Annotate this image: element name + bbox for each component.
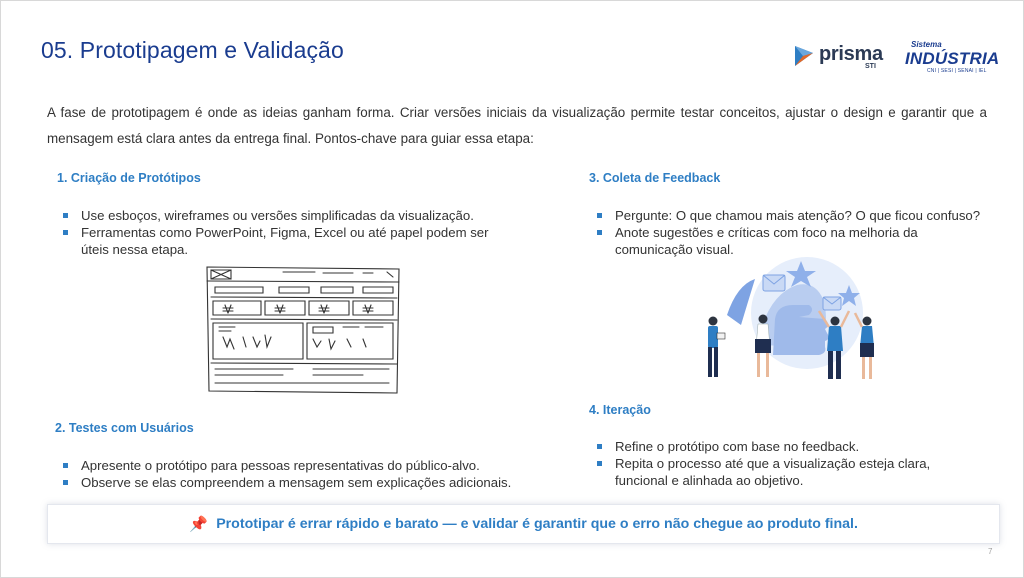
section-heading-criacao: 1. Criação de Protótipos bbox=[57, 171, 201, 185]
bullet-list-testes bbox=[55, 457, 535, 491]
bullet-item: Use esboços, wireframes ou versões simplificadas da visualização. bbox=[55, 207, 515, 224]
bullet-list-feedback bbox=[589, 207, 999, 258]
industria-wordmark: INDÚSTRIA bbox=[905, 49, 1000, 68]
prisma-mark-icon bbox=[793, 44, 815, 68]
bullet-list-iteracao bbox=[589, 438, 969, 489]
pushpin-icon: 📌 bbox=[189, 516, 208, 533]
prisma-subtitle: STI bbox=[865, 63, 876, 70]
section-heading-testes: 2. Testes com Usuários bbox=[55, 421, 194, 435]
bullet-item: Apresente o protótipo para pessoas representativas do público-alvo. bbox=[55, 457, 535, 474]
wireframe-sketch-image bbox=[203, 263, 403, 397]
bullet-item: Ferramentas como PowerPoint, Figma, Excel ou até papel podem ser úteis nessa etapa. bbox=[55, 224, 515, 258]
prisma-wordmark: prisma bbox=[819, 43, 883, 65]
industria-top-text: Sistema bbox=[911, 40, 942, 49]
key-message-callout bbox=[47, 504, 1000, 544]
slide-title: 05. Prototipagem e Validação bbox=[41, 37, 344, 63]
section-heading-feedback: 3. Coleta de Feedback bbox=[589, 171, 721, 185]
callout-text: Prototipar é errar rápido e barato — e validar é garantir que o erro não chegue ao produto final. bbox=[216, 516, 858, 532]
intro-paragraph: A fase de prototipagem é onde as ideias ganham forma. Criar versões iniciais da visualização permite testar conceitos, ajustar o design e garantir que a mensagem está clara antes da entrega final. Pontos-chave para guiar essa etapa: bbox=[47, 105, 987, 146]
industria-subtitle: CNI | SESI | SENAI | IEL bbox=[927, 68, 987, 74]
bullet-list-criacao bbox=[55, 207, 515, 258]
section-heading-iteracao: 4. Iteração bbox=[589, 403, 651, 417]
page-number: 7 bbox=[988, 547, 993, 556]
bullet-item: Pergunte: O que chamou mais atenção? O que ficou confuso? bbox=[589, 207, 999, 224]
bullet-item: Observe se elas compreendem a mensagem sem explicações adicionais. bbox=[55, 474, 535, 491]
bullet-item: Anote sugestões e críticas com foco na melhoria da comunicação visual. bbox=[589, 224, 999, 258]
prisma-logo bbox=[793, 41, 885, 73]
bullet-item: Repita o processo até que a visualização esteja clara, funcional e alinhada ao objetivo. bbox=[589, 455, 969, 489]
sistema-industria-logo bbox=[905, 40, 999, 76]
bullet-item: Refine o protótipo com base no feedback. bbox=[589, 438, 969, 455]
feedback-team-illustration bbox=[697, 255, 889, 395]
